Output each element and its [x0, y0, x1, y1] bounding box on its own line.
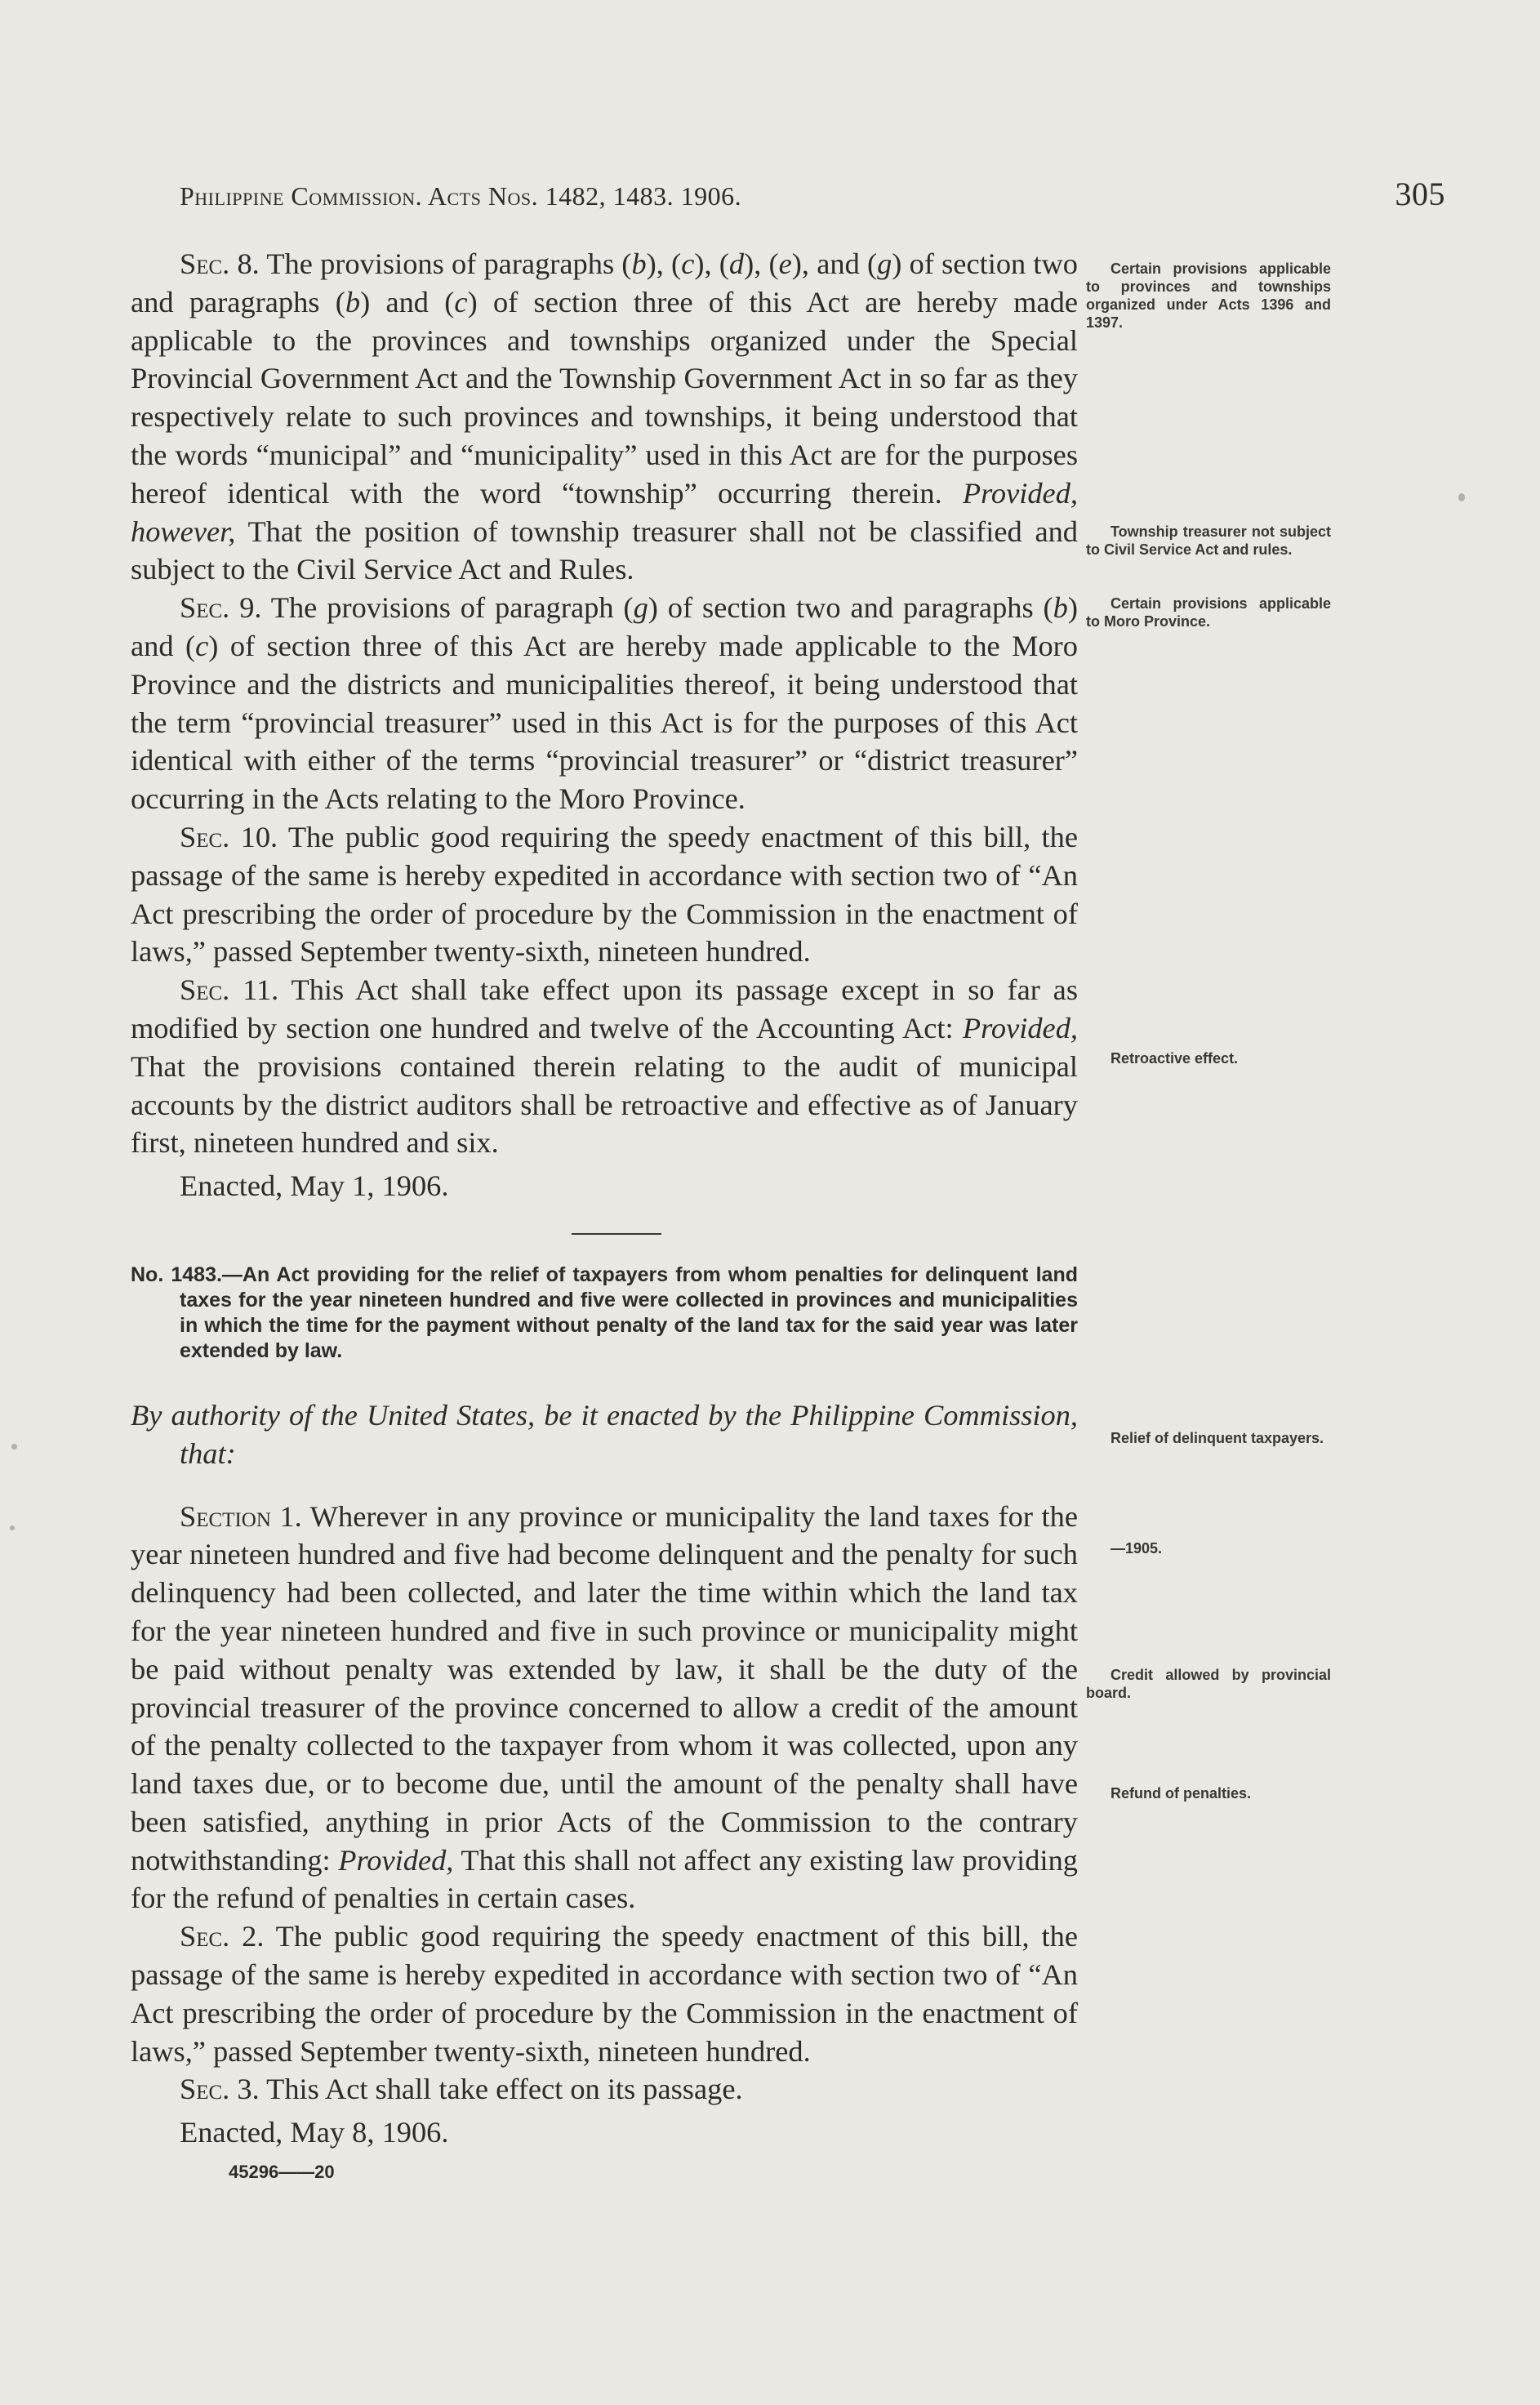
- margin-note: Relief of delinquent taxpayers.: [1110, 1430, 1324, 1446]
- section-10: Sec. 10. The public good requiring the speedy enactment of this bill, the passage of the same is hereby expedited in accordance with section two of “An Act prescribing the order of procedure by the Commission in the enactment of laws,” passed September twenty-sixth, nineteen hundred.: [131, 820, 1078, 969]
- section-11: Sec. 11. This Act shall take effect upon its passage except in so far as modified by section one hundred and twelve of the Accounting Act: Provided, That the provisions contained therein relating to the audit of municipal accounts by the district auditors shall be retroactive and effective as of January first, nineteen hundred and six.: [131, 973, 1079, 1160]
- page-header: [180, 175, 1445, 224]
- section-label: Sec. 2.: [180, 1920, 265, 1953]
- section-label: Sec. 3.: [180, 2073, 260, 2106]
- margin-note: Refund of penalties.: [1110, 1785, 1252, 1802]
- enacting-clause: By authority of the United States, be it enacted by the Philippine Commission, that:: [131, 1398, 1078, 1470]
- margin-note: —1905.: [1110, 1540, 1163, 1557]
- section-8: Sec. 8. The provisions of paragraphs (b), (c), (d), (e), and (g) of section two and paragraphs (b) and (c) of section three of this Act are hereby made applicable to the provinces and townships organized under the Special Provincial Government Act and the Township Government Act in so far as they respectively relate to such provinces and townships, it being understood that the words “municipal” and “municipality” used in this Act are for the purposes hereof identical with the word “township” occurring therein. Provided, however, That the position of township treasurer shall not be classified and subject to the Civil Service Act and Rules.: [131, 247, 1079, 586]
- proviso: Provided,: [338, 1843, 454, 1877]
- section-divider: [572, 1233, 661, 1235]
- proviso: Provided, however,: [131, 476, 1078, 548]
- section-label: Section 1.: [180, 1499, 302, 1533]
- section-label: Sec. 9.: [180, 591, 262, 625]
- margin-note: Township treasurer not subject to Civil Service Act and rules.: [1086, 523, 1331, 558]
- act-1483-section-2: Sec. 2. The public good requiring the speedy enactment of this bill, the passage of the same is hereby expedited in accordance with section two of “An Act prescribing the order of procedure by the Commission in the enactment of laws,” passed September twenty-sixth, nineteen hundred.: [131, 1920, 1078, 2068]
- page-number: 305: [1395, 176, 1445, 212]
- section-label: Sec. 11.: [180, 973, 279, 1007]
- enacted-date: Enacted, May 8, 1906.: [180, 2116, 449, 2149]
- margin-note: Credit allowed by provincial board.: [1086, 1667, 1331, 1701]
- margin-note: Certain provisions applicable to provinces and townships organized under Acts 1396 and 1397.: [1086, 261, 1331, 331]
- margin-note: Retroactive effect.: [1110, 1050, 1239, 1067]
- paper-blemish: [1458, 493, 1465, 501]
- act-title: No. 1483.—An Act providing for the relief of taxpayers from whom penalties for delinquent land taxes for the year nineteen hundred and five were collected in provinces and municipalities in which the time for the payment without penalty of the land tax for the said year was later extended by law.: [131, 1263, 1078, 1362]
- section-label: Sec. 10.: [180, 820, 278, 853]
- section-9: Sec. 9. The provisions of paragraph (g) of section two and paragraphs (b) and (c) of section three of this Act are hereby made applicable to the Moro Province and the districts and municipalities thereof, it being understood that the term “provincial treasurer” used in this Act is for the purposes of this Act identical with either of the terms “provincial treasurer” or “district treasurer” occurring in the Acts relating to the Moro Province.: [131, 591, 1078, 816]
- running-title: Philippine Commission. Acts Nos. 1482, 1483. 1906.: [180, 181, 742, 211]
- act-1483-section-1: Section 1. Wherever in any province or municipality the land taxes for the year nineteen hundred and five had become delinquent and the penalty for such delinquency had been collected, and later the time within which the land tax for the year nineteen hundred and five in such province or municipality might be paid without penalty was extended by law, it shall be the duty of the provincial treasurer of the province concerned to allow a credit of the amount of the penalty collected to the taxpayer from whom it was collected, upon any land taxes due, or to become due, until the amount of the penalty shall have been satisfied, anything in prior Acts of the Commission to the contrary notwithstanding: Provided, That this shall not affect any existing law providing for the refund of penalties in certain cases.: [131, 1499, 1079, 1915]
- body-text: [131, 245, 1078, 2192]
- proviso: Provided,: [962, 1011, 1078, 1044]
- printer-signature: 45296——20: [229, 2162, 335, 2183]
- paper-blemish: [10, 1525, 15, 1530]
- section-label: Sec. 8.: [180, 247, 260, 280]
- paper-blemish: [11, 1444, 17, 1450]
- act-1483-section-3: Sec. 3. This Act shall take effect on its passage.: [180, 2073, 743, 2106]
- margin-note: Certain provisions applicable to Moro Province.: [1086, 595, 1331, 630]
- enacted-date: Enacted, May 1, 1906.: [180, 1169, 449, 1203]
